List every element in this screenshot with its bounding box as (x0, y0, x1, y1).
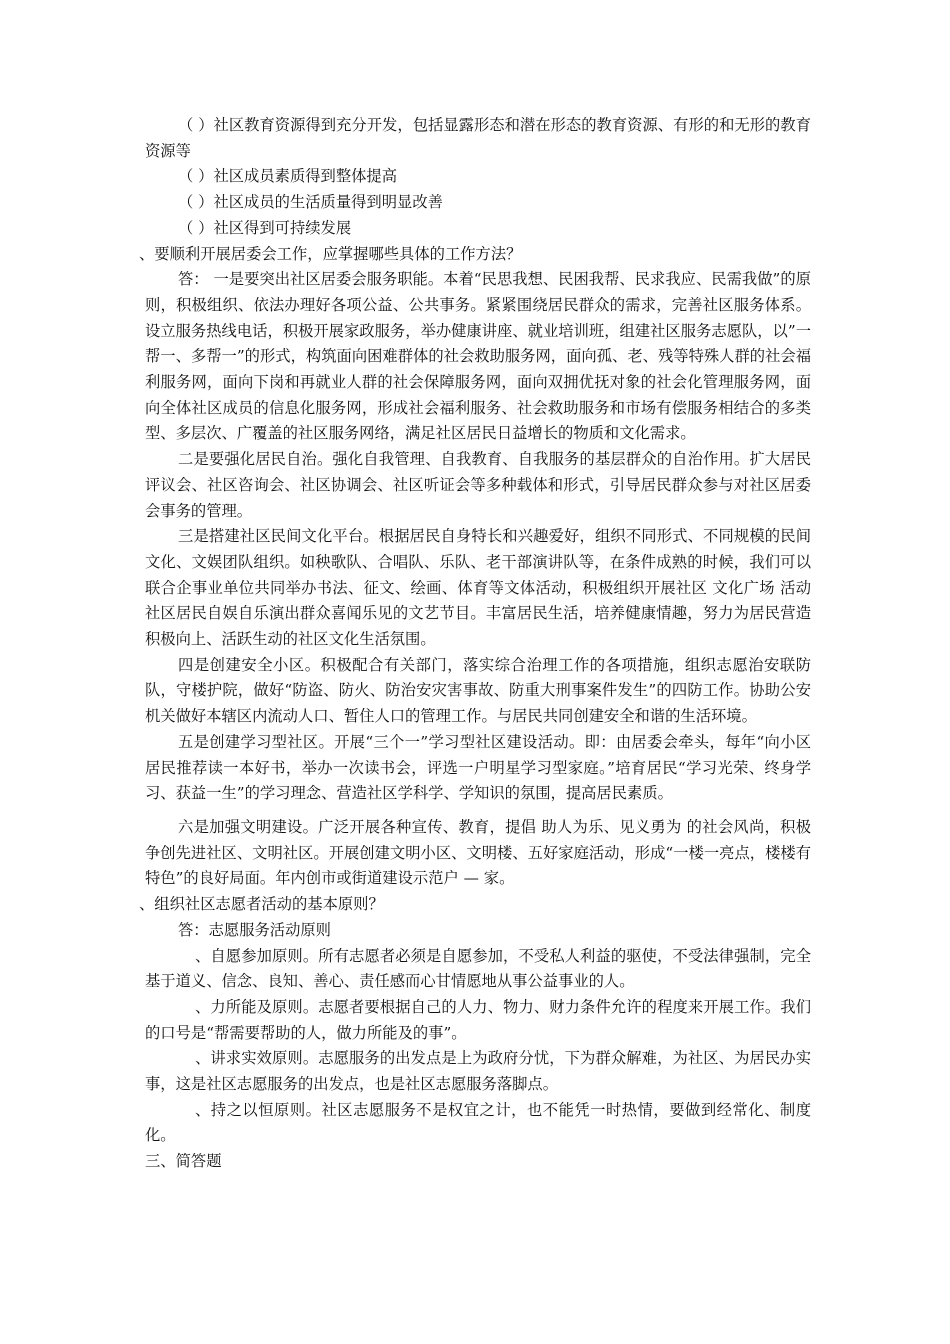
paragraph: （ ）社区得到可持续发展 (178, 218, 352, 237)
paragraph: 二是要强化居民自治。强化自我管理、自我教育、自我服务的基层群众的自治作用。扩大居民评议会、社区咨询会、社区协调会、社区听证会等多种载体和形式，引导居民群众参与对社区居委会事务的管理。 (145, 450, 811, 520)
question-heading: 、组织社区志愿者活动的基本原则？ (139, 895, 384, 914)
question-heading: 、要顺利开展居委会工作，应掌握哪些具体的工作方法？ (139, 244, 522, 263)
paragraph: 答：志愿服务活动原则 (178, 920, 331, 939)
section-heading: 三、简答题 (145, 1152, 222, 1171)
paragraph: 答： 一是要突出社区居委会服务职能。本着“民思我想、民困我帮、民求我应、民需我做”的原则，积极组织、依法办理好各项公益、公共事务。紧紧围绕居民群众的需求，完善社区服务体系。设立服务热线电话，积极开展家政服务，举办健康讲座、就业培训班，组建社区服务志愿队，以”一帮一、多帮一”的形式，构筑面向困难群体的社会救助服务网，面向孤、老、残等特殊人群的社会福利服务网，面向下岗和再就业人群的社会保障服务网，面向双拥优抚对象的社会化管理服务网，面向全体社区成员的信息化服务网，形成社会福利服务、社会救助服务和市场有偿服务相结合的多类型、多层次、广覆盖的社区服务网络，满足社区居民日益增长的物质和文化需求。 (145, 270, 811, 443)
paragraph: 、讲求实效原则。志愿服务的出发点是上为政府分忧，下为群众解难，为社区、为居民办实事，这是社区志愿服务的出发点，也是社区志愿服务落脚点。 (145, 1049, 811, 1094)
paragraph: 、持之以恒原则。社区志愿服务不是权宜之计，也不能凭一时热情，要做到经常化、制度化。 (145, 1100, 811, 1145)
paragraph: （ ）社区成员素质得到整体提高 (178, 167, 398, 186)
paragraph: （ ）社区教育资源得到充分开发，包括显露形态和潜在形态的教育资源、有形的和无形的教育资源等 (145, 116, 811, 160)
paragraph: 四是创建安全小区。积极配合有关部门，落实综合治理工作的各项措施，组织志愿治安联防队，守楼护院，做好“防盗、防火、防治安灾害事故、防重大刑事案件发生”的四防工作。协助公安机关做好本辖区内流动人口、暂住人口的管理工作。与居民共同创建安全和谐的生活环境。 (145, 655, 811, 726)
paragraph: （ ）社区成员的生活质量得到明显改善 (178, 193, 443, 212)
document-body (139, 113, 811, 1175)
paragraph: 、力所能及原则。志愿者要根据自己的人力、物力、财力条件允许的程度来开展工作。我们的口号是“帮需要帮助的人，做力所能及的事”。 (145, 997, 811, 1042)
paragraph: 五是创建学习型社区。开展“三个一”学习型社区建设活动。即：由居委会牵头，每年“向小区居民推荐读一本好书，举办一次读书会，评选一户明星学习型家庭。”培育居民“学习光荣、终身学习、获益一生”的学习理念、营造社区学科学、学知识的氛围，提高居民素质。 (145, 732, 811, 803)
paragraph: 三是搭建社区民间文化平台。根据居民自身特长和兴趣爱好，组织不同形式、不同规模的民间文化、文娱团队组织。如秧歌队、合唱队、乐队、老干部演讲队等，在条件成熟的时候，我们可以联合企事业单位共同举办书法、征文、绘画、体育等文体活动，积极组织开展社区 文化广场 活动 社区居民自娱自乐演出群众喜闻乐见的文艺节目。丰富居民生活，培养健康情趣，努力为居民营造积极向上、活跃生动的社区文化生活氛围。 (145, 527, 811, 649)
paragraph: 六是加强文明建设。广泛开展各种宣传、教育，提倡 助人为乐、见义勇为 的社会风尚，积极争创先进社区、文明社区。开展创建文明小区、文明楼、五好家庭活动，形成“一楼一亮点，楼楼有特色”的良好局面。年内创市或街道建设示范户 — 家。 (145, 817, 811, 888)
paragraph: 、自愿参加原则。所有志愿者必须是自愿参加，不受私人利益的驱使，不受法律强制，完全基于道义、信念、良知、善心、责任感而心甘情愿地从事公益事业的人。 (145, 946, 811, 991)
